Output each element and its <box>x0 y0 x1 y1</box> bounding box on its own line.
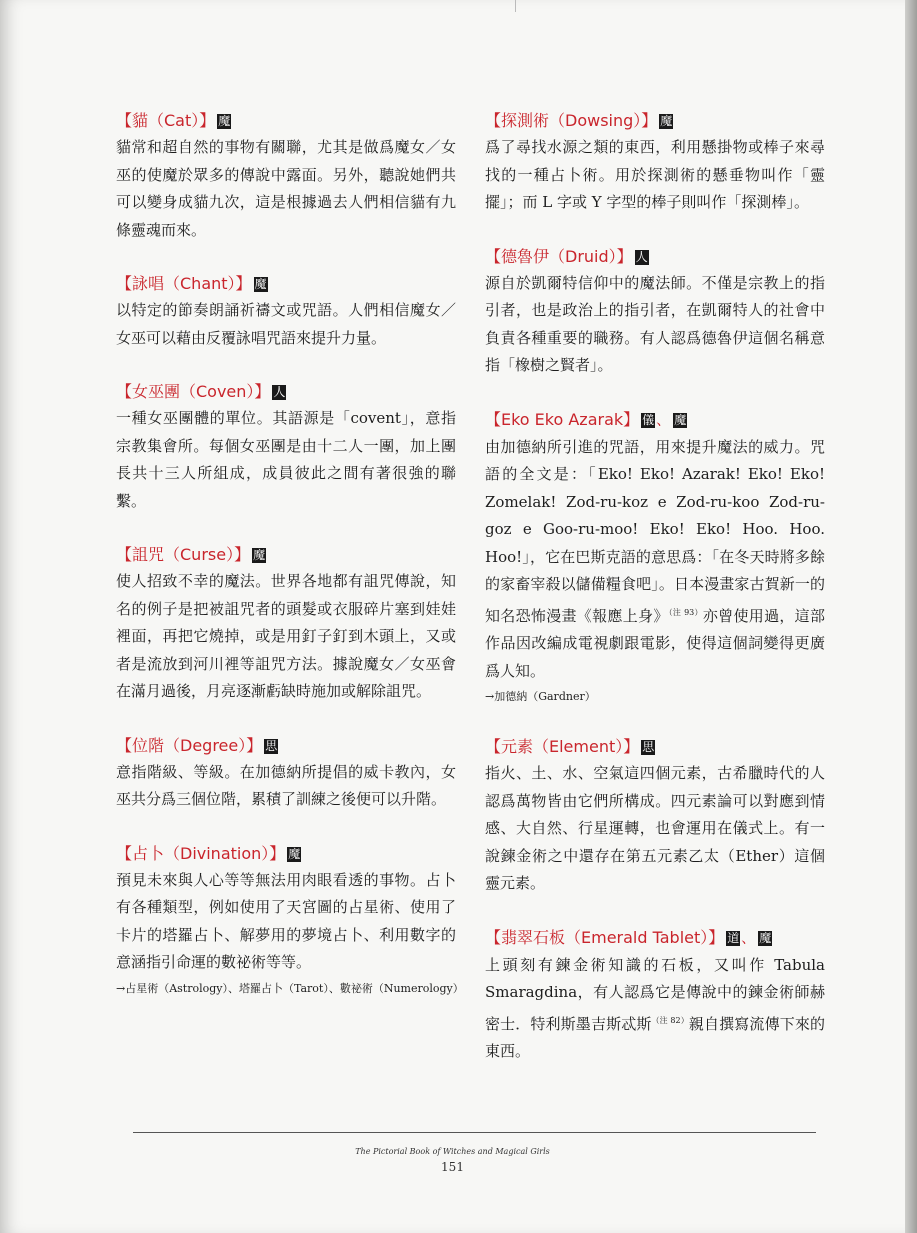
entry-body: 貓常和超自然的事物有關聯，尤其是做爲魔女／女巫的使魔於眾多的傳說中露面。另外，聽說她們共可以變身成貓九次，這是根據過去人們相信貓有九條靈魂而來。 <box>116 138 456 239</box>
entry-title: 【探測術（Dowsing）】 魔 <box>485 111 673 130</box>
entry-eko-eko-azarak <box>485 407 825 708</box>
entry-degree <box>116 733 456 814</box>
entry-body: 爲了尋找水源之類的東西，利用懸掛物或棒子來尋找的一種占卜術。用於探測術的懸垂物叫作「靈擺」；而 L 字或 Y 字型的棒子則叫作「探測棒」。 <box>485 138 825 211</box>
page-number: 151 <box>441 1160 464 1174</box>
category-tag: 魔 <box>674 412 687 427</box>
entry-title: 【詛咒（Curse）】 魔 <box>116 545 266 564</box>
footnote-marker: （注 82） <box>651 1015 689 1025</box>
category-tag: 魔 <box>759 930 772 945</box>
entry-emerald-tablet <box>485 925 825 1066</box>
entry-cat <box>116 108 456 244</box>
category-tag: 魔 <box>253 548 266 562</box>
entry-body: 由加德納所引進的咒語，用來提升魔法的威力。咒語的全文是：「Eko! Eko! Azarak! Eko! Eko! Zomelak! Zod-ru-koz e Zod-ru-koo Zod-ru-goz e Goo-ru-moo! Eko! Eko! Hoo. Hoo. Hoo!」，它在巴斯克語的意思爲：「在冬天時將多餘的家畜宰殺以儲備糧食吧」。日本漫畫家古賀新一的知名恐怖漫畫《報應上身》$^{(注 93)}$亦曾使用過，這部作品因改編成電視劇跟電影，使得這個詞變得更廣爲人知。 <box>485 437 825 680</box>
cross-reference: →占星術（Astrology）、塔羅占卜（Tarot）、數祕術（Numerology） <box>116 981 464 995</box>
category-tag: 思 <box>265 738 278 753</box>
entry-body: 源自於凱爾特信仰中的魔法師。不僅是宗教上的指引者，也是政治上的指引者，在凱爾特人的社會中負責各種重要的職務。有人認爲德魯伊這個名稱意指「橡樹之賢者」。 <box>485 273 825 374</box>
entry-title: 【占卜（Divination）】 魔 <box>116 843 301 863</box>
entry-title: 【詠唱（Chant）】 魔 <box>116 274 267 293</box>
running-footer: The Pictorial Book of Witches and Magical Girls <box>355 1147 550 1156</box>
entry-title: 【翡翠石板（Emerald Tablet）】 道 、 魔 <box>485 927 772 947</box>
category-tag: 人 <box>635 249 648 264</box>
category-tag: 魔 <box>288 846 301 861</box>
category-tag: 魔 <box>218 114 231 128</box>
entry-element <box>485 734 825 898</box>
entry-body: 指火、土、水、空氣這四個元素，古希臘時代的人認爲萬物皆由它們所構成。四元素論可以對應到情感、大自然、行星運轉，也會運用在儀式上。有一說鍊金術之中還存在第五元素乙太（Ether）這個靈元素。 <box>485 764 825 892</box>
page-edge <box>905 0 917 1233</box>
entry-coven <box>116 379 456 515</box>
entry-title: 【貓（Cat）】 魔 <box>116 111 231 130</box>
entry-body: 一種女巫團體的單位。其語源是「covent」，意指宗教集會所。每個女巫團是由十二人一團，加上團長共十三人所組成，成員彼此之間有著很強的聯繫。 <box>116 409 456 510</box>
top-mark <box>515 0 516 12</box>
category-tag: 人 <box>273 385 286 399</box>
category-tag: 魔 <box>660 114 673 128</box>
category-tag: 思 <box>642 740 655 754</box>
right-column <box>485 108 825 1093</box>
left-column <box>116 108 464 1026</box>
entry-body: 意指階級、等級。在加德納所提倡的威卡教內，女巫共分爲三個位階，累積了訓練之後便可以升階。 <box>116 762 456 808</box>
entry-title: 【Eko Eko Azarak】 儀 、 魔 <box>485 409 687 429</box>
entry-body: 使人招致不幸的魔法。世界各地都有詛咒傳說，知名的例子是把被詛咒者的頭髮或衣服碎片塞到娃娃裡面，再把它燒掉，或是用釘子釘到木頭上，又或者是流放到河川裡等詛咒方法。據說魔女／女巫會在滿月過後，月亮逐漸虧缺時施加或解除詛咒。 <box>116 572 456 700</box>
entry-dowsing <box>485 108 825 217</box>
entry-title: 【女巫團（Coven）】 人 <box>116 382 286 401</box>
entry-body: 上頭刻有鍊金術知識的石板，又叫作 Tabula Smaragdina，有人認爲它是傳說中的鍊金術師赫密士．特利斯墨吉斯忒斯$^{(注 82)}$親自撰寫流傳下來的東西。 <box>485 955 825 1060</box>
entry-divination <box>116 841 464 999</box>
entry-title: 【元素（Element）】 思 <box>485 737 655 756</box>
entry-title: 【位階（Degree）】 思 <box>116 735 278 755</box>
category-tag: 道 <box>727 930 740 945</box>
entry-druid <box>485 244 825 380</box>
category-tag: 魔 <box>254 277 267 291</box>
cross-reference: →加德納（Gardner） <box>485 690 596 703</box>
entry-chant <box>116 271 456 352</box>
footer-rule <box>133 1132 816 1133</box>
entry-curse <box>116 542 456 706</box>
entry-body: 以特定的節奏朗誦祈禱文或咒語。人們相信魔女／女巫可以藉由反覆詠唱咒語來提升力量。 <box>116 301 456 347</box>
entry-title: 【德魯伊（Druid）】 人 <box>485 246 648 266</box>
footnote-marker: （注 93） <box>668 607 703 617</box>
entry-body: 預見未來與人心等等無法用肉眼看透的事物。占卜有各種類型，例如使用了天宮圖的占星術、使用了卡片的塔羅占卜、解夢用的夢境占卜、利用數字的意涵指引命運的數祕術等等。 <box>116 870 456 971</box>
category-tag: 儀 <box>642 412 655 427</box>
